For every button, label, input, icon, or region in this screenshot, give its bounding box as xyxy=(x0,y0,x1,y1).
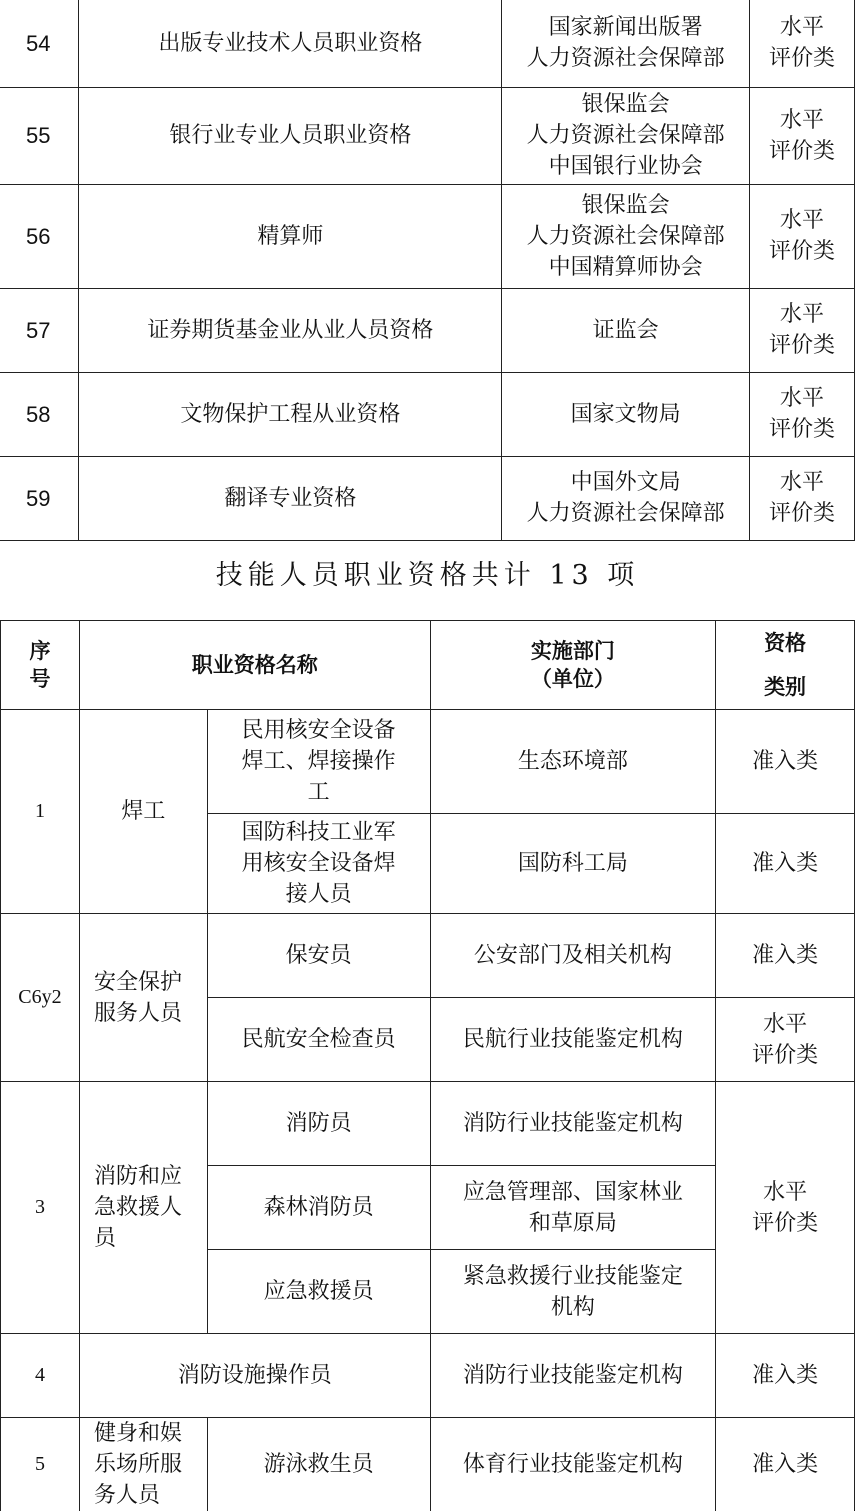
qualification-name: 民用核安全设备 焊工、焊接操作 工 xyxy=(207,710,430,814)
department-line: 证监会 xyxy=(508,315,743,346)
table-row xyxy=(1,1334,855,1418)
row-number: 55 xyxy=(0,87,79,184)
table-row xyxy=(1,710,855,814)
type-cell xyxy=(750,0,855,87)
type-cell: 水平 评价类 xyxy=(716,998,855,1082)
row-number: 5 xyxy=(1,1418,80,1511)
type-cell: 准入类 xyxy=(716,814,855,914)
row-number: 56 xyxy=(0,184,79,288)
department-cell: 公安部门及相关机构 xyxy=(430,914,716,998)
row-number: 57 xyxy=(0,288,79,372)
upper-qualification-table xyxy=(0,0,855,541)
type-line: 水平 xyxy=(756,105,848,136)
row-number: 58 xyxy=(0,372,79,456)
table-row xyxy=(0,372,855,456)
table-row xyxy=(0,288,855,372)
row-number: 1 xyxy=(1,710,80,914)
table-row xyxy=(0,87,855,184)
department-line: 人力资源社会保障部 xyxy=(508,221,743,252)
type-line: 评价类 xyxy=(756,136,848,167)
row-number: 54 xyxy=(0,0,79,87)
category-cell: 消防和应 急救援人 员 xyxy=(79,1082,207,1334)
department-cell xyxy=(502,0,750,87)
qualification-name: 消防设施操作员 xyxy=(79,1334,430,1418)
department-line: 人力资源社会保障部 xyxy=(508,120,743,151)
category-cell: 安全保护 服务人员 xyxy=(79,914,207,1082)
table-header-row xyxy=(1,621,855,710)
type-line: 评价类 xyxy=(756,414,848,445)
department-line: 中国外文局 xyxy=(508,467,743,498)
qualification-name: 精算师 xyxy=(79,184,502,288)
table-row xyxy=(0,456,855,540)
department-cell: 体育行业技能鉴定机构 xyxy=(430,1418,716,1511)
department-cell: 生态环境部 xyxy=(430,710,716,814)
department-cell xyxy=(502,87,750,184)
type-line: 水平 xyxy=(756,299,848,330)
type-cell: 准入类 xyxy=(716,1334,855,1418)
type-line: 水平 xyxy=(756,205,848,236)
qualification-name: 森林消防员 xyxy=(207,1166,430,1250)
type-cell xyxy=(750,87,855,184)
row-number: 59 xyxy=(0,456,79,540)
table-row xyxy=(1,914,855,998)
qualification-name: 文物保护工程从业资格 xyxy=(79,372,502,456)
table-row xyxy=(1,1418,855,1511)
department-line: 人力资源社会保障部 xyxy=(508,498,743,529)
qualification-name: 保安员 xyxy=(207,914,430,998)
row-number: 4 xyxy=(1,1334,80,1418)
header-seq: 序 号 xyxy=(1,621,80,710)
department-cell xyxy=(502,288,750,372)
type-line: 水平 xyxy=(756,383,848,414)
table-row xyxy=(0,0,855,87)
department-line: 国家新闻出版署 xyxy=(508,12,743,43)
department-cell: 消防行业技能鉴定机构 xyxy=(430,1082,716,1166)
type-cell: 水平 评价类 xyxy=(716,1082,855,1334)
type-line: 水平 xyxy=(756,12,848,43)
qualification-name: 银行业专业人员职业资格 xyxy=(79,87,502,184)
qualification-name: 消防员 xyxy=(207,1082,430,1166)
skilled-qualification-table xyxy=(0,620,855,1511)
qualification-name: 证券期货基金业从业人员资格 xyxy=(79,288,502,372)
type-cell: 准入类 xyxy=(716,1418,855,1511)
qualification-name: 国防科技工业军 用核安全设备焊 接人员 xyxy=(207,814,430,914)
type-cell: 准入类 xyxy=(716,710,855,814)
department-line: 中国银行业协会 xyxy=(508,151,743,182)
department-cell: 消防行业技能鉴定机构 xyxy=(430,1334,716,1418)
department-cell: 民航行业技能鉴定机构 xyxy=(430,998,716,1082)
type-cell: 准入类 xyxy=(716,914,855,998)
department-line: 人力资源社会保障部 xyxy=(508,43,743,74)
department-line: 国家文物局 xyxy=(508,399,743,430)
department-cell xyxy=(502,372,750,456)
department-cell: 应急管理部、国家林业 和草原局 xyxy=(430,1166,716,1250)
qualification-name: 翻译专业资格 xyxy=(79,456,502,540)
qualification-name: 民航安全检查员 xyxy=(207,998,430,1082)
type-cell xyxy=(750,184,855,288)
qualification-name: 游泳救生员 xyxy=(207,1418,430,1511)
department-line: 中国精算师协会 xyxy=(508,252,743,283)
table-row xyxy=(0,184,855,288)
header-dept: 实施部门 （单位） xyxy=(430,621,716,710)
department-cell: 紧急救援行业技能鉴定 机构 xyxy=(430,1250,716,1334)
type-cell xyxy=(750,372,855,456)
row-number: C6y2 xyxy=(1,914,80,1082)
department-line: 银保监会 xyxy=(508,190,743,221)
category-cell: 焊工 xyxy=(79,710,207,914)
qualification-name: 出版专业技术人员职业资格 xyxy=(79,0,502,87)
type-line: 评价类 xyxy=(756,498,848,529)
department-line: 银保监会 xyxy=(508,89,743,120)
type-line: 水平 xyxy=(756,467,848,498)
type-line: 评价类 xyxy=(756,43,848,74)
department-cell xyxy=(502,184,750,288)
header-type: 资格 类别 xyxy=(716,621,855,710)
section-title: 技能人员职业资格共计 13 项 xyxy=(0,556,855,596)
table-row xyxy=(1,1082,855,1166)
qualification-name: 应急救援员 xyxy=(207,1250,430,1334)
type-cell xyxy=(750,288,855,372)
department-cell xyxy=(502,456,750,540)
category-cell: 健身和娱 乐场所服 务人员 xyxy=(79,1418,207,1511)
row-number: 3 xyxy=(1,1082,80,1334)
header-name: 职业资格名称 xyxy=(79,621,430,710)
department-cell: 国防科工局 xyxy=(430,814,716,914)
type-cell xyxy=(750,456,855,540)
type-line: 评价类 xyxy=(756,330,848,361)
type-line: 评价类 xyxy=(756,236,848,267)
